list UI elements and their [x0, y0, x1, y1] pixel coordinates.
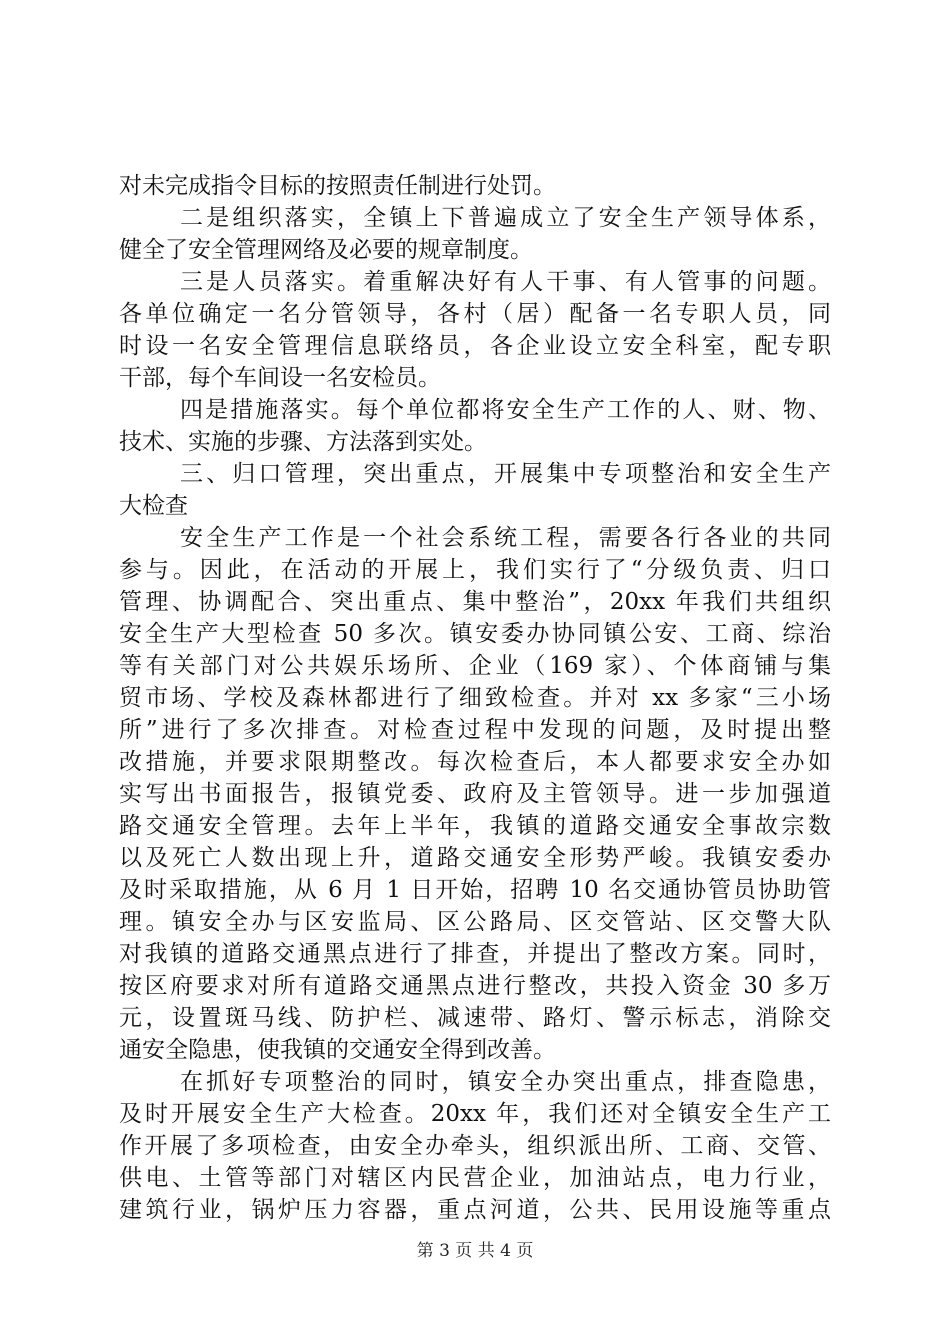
text-line: 对未完成指令目标的按照责任制进行处罚。 [119, 173, 556, 199]
document-body [119, 170, 831, 1226]
text-line: 时设一名安全管理信息联络员，各企业设立安全科室，配专职 [119, 333, 831, 359]
text-line: 技术、实施的步骤、方法落到实处。 [119, 429, 487, 455]
text-line: 参与。因此，在活动的开展上，我们实行了“分级负责、归口 [119, 557, 831, 583]
text-line: 按区府要求对所有道路交通黑点进行整改，共投入资金 30 多万 [119, 973, 831, 999]
text-line: 健全了安全管理网络及必要的规章制度。 [119, 237, 533, 263]
text-line: 在抓好专项整治的同时，镇安全办突出重点，排查隐患， [180, 1069, 831, 1095]
page-footer [0, 1239, 950, 1263]
text-line: 及时采取措施，从 6 月 1 日开始，招聘 10 名交通协管员协助管 [119, 877, 831, 903]
text-line: 实写出书面报告，报镇党委、政府及主管领导。进一步加强道 [119, 781, 831, 807]
text-line: 安全生产大型检查 50 多次。镇安委办协同镇公安、工商、综治 [119, 621, 831, 647]
text-line: 供电、土管等部门对辖区内民营企业，加油站点，电力行业， [119, 1165, 831, 1191]
text-line: 路交通安全管理。去年上半年，我镇的道路交通安全事故宗数 [119, 813, 831, 839]
text-line: 所”进行了多次排查。对检查过程中发现的问题，及时提出整 [119, 717, 831, 743]
text-line: 理。镇安全办与区安监局、区公路局、区交管站、区交警大队 [119, 909, 831, 935]
text-line: 干部，每个车间设一名安检员。 [119, 365, 441, 391]
text-line: 各单位确定一名分管领导，各村（居）配备一名专职人员，同 [119, 301, 831, 327]
text-line: 等有关部门对公共娱乐场所、企业（169 家）、个体商铺与集 [119, 653, 831, 679]
section-heading-line: 三、归口管理，突出重点，开展集中专项整治和安全生产 [180, 461, 831, 487]
text-line: 以及死亡人数出现上升，道路交通安全形势严峻。我镇安委办 [119, 845, 831, 871]
text-line: 及时开展安全生产大检查。20xx 年，我们还对全镇安全生产工 [119, 1101, 831, 1127]
text-line: 四是措施落实。每个单位都将安全生产工作的人、财、物、 [180, 397, 831, 423]
text-line: 三是人员落实。着重解决好有人干事、有人管事的问题。 [180, 269, 831, 295]
text-line: 管理、协调配合、突出重点、集中整治”，20xx 年我们共组织 [119, 589, 831, 615]
text-line: 安全生产工作是一个社会系统工程，需要各行各业的共同 [180, 525, 831, 551]
text-line: 通安全隐患，使我镇的交通安全得到改善。 [119, 1037, 556, 1063]
text-line: 贸市场、学校及森林都进行了细致检查。并对 xx 多家“三小场 [119, 685, 831, 711]
page-number-label: 第 3 页 共 4 页 [416, 1241, 534, 1261]
text-line: 对我镇的道路交通黑点进行了排查，并提出了整改方案。同时， [119, 941, 831, 967]
text-line: 改措施，并要求限期整改。每次检查后，本人都要求安全办如 [119, 749, 831, 775]
text-line: 二是组织落实，全镇上下普遍成立了安全生产领导体系， [180, 205, 831, 231]
text-line: 元，设置斑马线、防护栏、减速带、路灯、警示标志，消除交 [119, 1005, 831, 1031]
section-heading-line: 大检查 [119, 493, 188, 519]
text-line: 建筑行业，锅炉压力容器，重点河道，公共、民用设施等重点 [119, 1197, 831, 1223]
text-line: 作开展了多项检查，由安全办牵头，组织派出所、工商、交管、 [119, 1133, 831, 1159]
